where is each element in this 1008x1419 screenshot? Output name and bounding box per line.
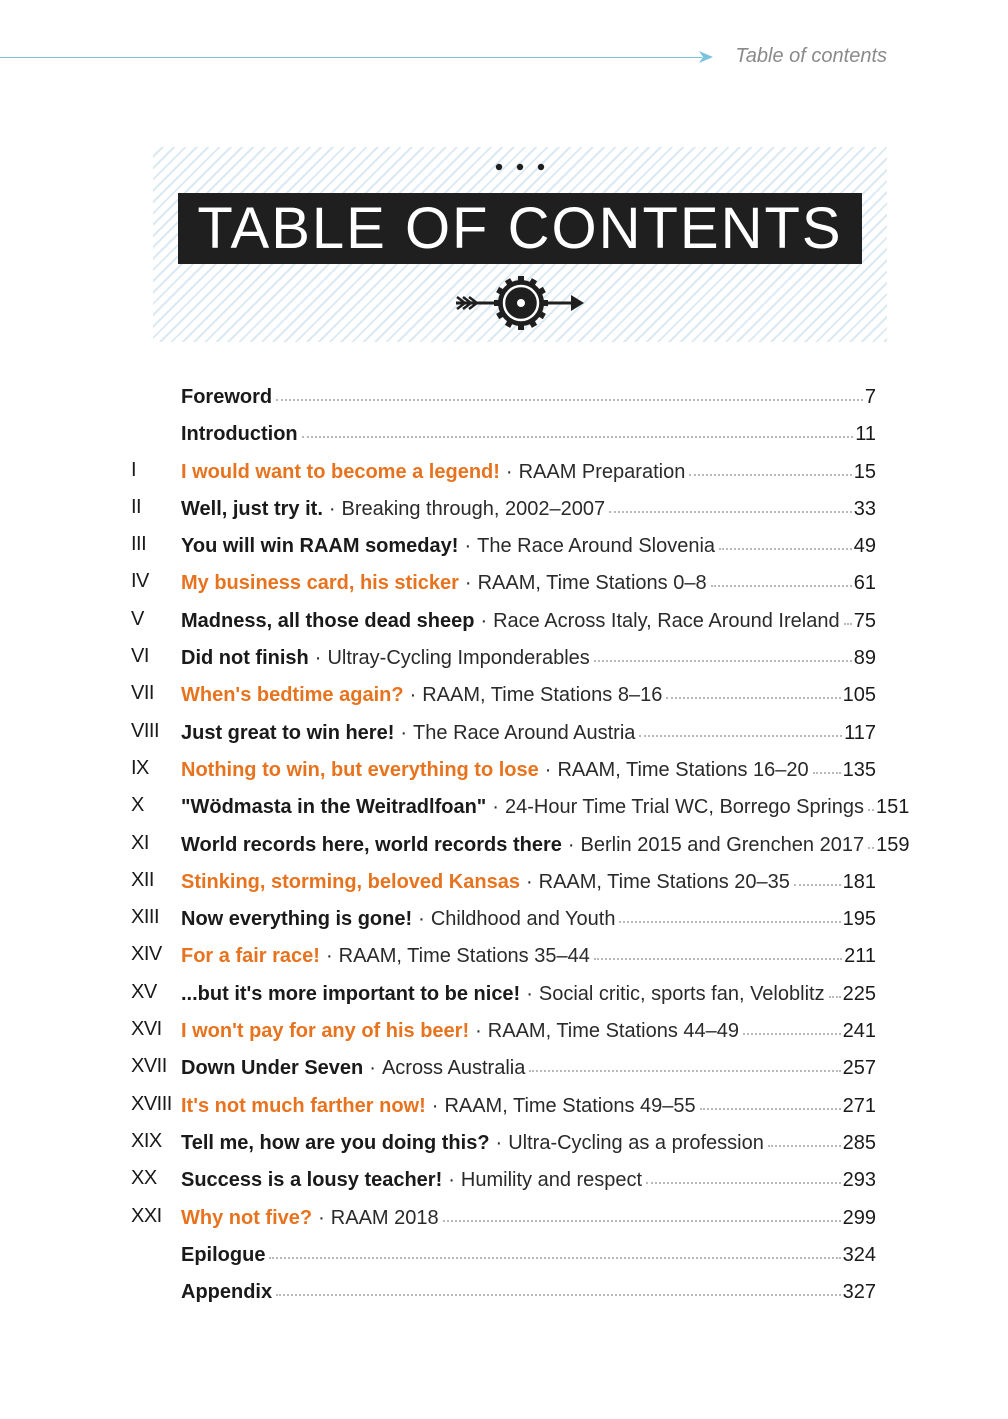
chapter-subtitle: [480, 608, 839, 634]
title-banner: [153, 147, 887, 342]
chapter-number: II: [131, 495, 142, 518]
dot-leader: [639, 735, 842, 737]
chapter-subtitle: [448, 1167, 642, 1193]
toc-entry[interactable]: [131, 826, 910, 863]
running-head: [0, 40, 1008, 74]
toc-entry[interactable]: [131, 714, 876, 751]
chapter-number: XX: [131, 1167, 157, 1190]
separator-dot: ·: [464, 572, 472, 595]
chapter-subtitle-text: Ultray-Cycling Imponderables: [327, 647, 590, 670]
chapter-subtitle: [400, 720, 635, 746]
dot-leader: [666, 697, 840, 699]
toc-entry[interactable]: [131, 1012, 876, 1049]
page-number[interactable]: 241: [842, 1020, 876, 1043]
toc-line: [181, 1093, 876, 1119]
chapter-number: XVIII: [131, 1092, 172, 1115]
separator-dot: ·: [464, 535, 472, 558]
dot-leader: [302, 436, 854, 438]
dot-leader: [829, 996, 841, 998]
separator-dot: ·: [409, 684, 417, 707]
toc-line: [181, 943, 876, 969]
separator-dot: ·: [475, 1020, 482, 1043]
chapter-title[interactable]: Why not five?: [181, 1206, 313, 1229]
toc-line: [181, 645, 876, 671]
chapter-number: III: [131, 533, 147, 556]
chapter-subtitle-text: Social critic, sports fan, Veloblitz: [538, 982, 825, 1005]
chapter-number: XIV: [131, 943, 162, 966]
chapter-subtitle: [432, 1093, 696, 1119]
chapter-subtitle-text: RAAM, Time Stations 0–8: [477, 572, 707, 595]
separator-dot: ·: [526, 982, 533, 1005]
dot-leader: [868, 847, 874, 849]
toc-entry[interactable]: [131, 453, 876, 490]
chapter-number: VIII: [131, 719, 160, 742]
dot-leader: [768, 1145, 841, 1147]
toc-entry[interactable]: [131, 1049, 876, 1086]
page-number[interactable]: 15: [853, 460, 876, 483]
separator-dot: ·: [314, 647, 322, 670]
header-rule: [0, 57, 702, 58]
dot-leader: [443, 1220, 841, 1222]
toc-line: [181, 1018, 876, 1044]
page-number[interactable]: 105: [842, 684, 876, 707]
chapter-subtitle-text: Childhood and Youth: [430, 908, 616, 931]
page-number[interactable]: 327: [842, 1281, 876, 1304]
page-number[interactable]: 271: [842, 1094, 876, 1117]
page-number[interactable]: 135: [842, 758, 876, 781]
page-number[interactable]: 11: [855, 423, 876, 446]
toc-line: [181, 832, 910, 858]
toc-list: [131, 378, 910, 1310]
chapter-number: XII: [131, 868, 154, 891]
toc-entry[interactable]: [131, 564, 876, 601]
chapter-number: IX: [131, 756, 149, 779]
toc-line: [181, 869, 876, 895]
chapter-number: VI: [131, 645, 149, 668]
toc-entry[interactable]: [131, 1161, 876, 1198]
page-number[interactable]: 151: [875, 796, 910, 819]
chapter-number: V: [131, 607, 144, 630]
toc-line: [181, 682, 876, 708]
dot-leader: [619, 921, 840, 923]
toc-line: [181, 533, 876, 559]
chapter-number: X: [131, 794, 144, 817]
chapter-title[interactable]: I would want to become a legend!: [181, 460, 500, 483]
chapter-title[interactable]: My business card, his sticker: [181, 572, 459, 595]
toc-line: [181, 384, 876, 410]
chapter-subtitle: [475, 1018, 739, 1044]
page-number[interactable]: 195: [842, 908, 876, 931]
arrow-target-icon: [453, 275, 588, 331]
toc-line: [181, 757, 876, 783]
separator-dot: ·: [480, 609, 488, 632]
page-number[interactable]: 285: [842, 1131, 876, 1154]
toc-entry[interactable]: [131, 676, 876, 713]
toc-entry[interactable]: [131, 1124, 876, 1161]
chapter-title[interactable]: Just great to win here!: [181, 721, 395, 744]
page-number[interactable]: 75: [853, 609, 876, 632]
chapter-subtitle: [418, 906, 615, 932]
chapter-subtitle-text: Race Across Italy, Race Around Ireland: [493, 609, 840, 632]
chapter-subtitle: [492, 794, 864, 820]
chapter-subtitle-text: RAAM, Time Stations 44–49: [487, 1020, 740, 1043]
page-number[interactable]: 225: [842, 982, 876, 1005]
separator-dot: ·: [544, 758, 552, 781]
arrow-right-icon: [698, 50, 714, 64]
chapter-subtitle-text: RAAM, Time Stations 35–44: [338, 945, 590, 968]
dot-leader: [868, 809, 874, 811]
toc-line: [181, 1055, 876, 1081]
separator-dot: ·: [400, 721, 408, 744]
dot-leader: [594, 958, 842, 960]
chapter-title[interactable]: Appendix: [181, 1281, 273, 1304]
chapter-subtitle-text: Breaking through, 2002–2007: [341, 497, 606, 520]
toc-line: [181, 981, 876, 1007]
chapter-subtitle-text: Berlin 2015 and Grenchen 2017: [580, 833, 865, 856]
chapter-title[interactable]: Success is a lousy teacher!: [181, 1169, 443, 1192]
separator-dot: ·: [325, 945, 333, 968]
toc-line: [181, 1279, 876, 1305]
chapter-subtitle-text: 24-Hour Time Trial WC, Borrego Springs: [504, 796, 864, 819]
dot-leader: [276, 1294, 841, 1296]
toc-entry[interactable]: [131, 788, 910, 825]
dot-leader: [719, 548, 852, 550]
toc-entry[interactable]: [131, 378, 876, 415]
chapter-subtitle: [465, 570, 707, 596]
chapter-subtitle-text: RAAM, Time Stations 49–55: [444, 1094, 696, 1117]
chapter-title[interactable]: Tell me, how are you doing this?: [181, 1131, 490, 1154]
chapter-number: VII: [131, 682, 154, 705]
chapter-number: XI: [131, 831, 149, 854]
toc-entry[interactable]: [131, 1087, 876, 1124]
toc-entry[interactable]: [131, 863, 876, 900]
chapter-title[interactable]: You will win RAAM someday!: [181, 535, 459, 558]
chapter-subtitle: [410, 682, 663, 708]
page-number[interactable]: 211: [844, 945, 876, 968]
chapter-subtitle: [526, 981, 824, 1007]
toc-entry[interactable]: [131, 415, 876, 452]
chapter-title[interactable]: When's bedtime again?: [181, 684, 404, 707]
chapter-subtitle: [568, 832, 864, 858]
page-number[interactable]: 89: [853, 647, 876, 670]
chapter-number: IV: [131, 570, 149, 593]
toc-entry[interactable]: [131, 1199, 876, 1236]
chapter-subtitle-text: RAAM 2018: [330, 1206, 439, 1229]
running-head-label: Table of contents: [735, 45, 887, 67]
chapter-title[interactable]: "Wödmasta in the Weitradlfoan": [181, 796, 487, 819]
toc-line: [181, 608, 876, 634]
dot-leader: [794, 884, 841, 886]
chapter-subtitle: [464, 533, 715, 559]
chapter-subtitle-text: RAAM Preparation: [518, 460, 686, 483]
separator-dot: ·: [318, 1206, 325, 1229]
chapter-subtitle-text: The Race Around Austria: [413, 721, 636, 744]
toc-entry[interactable]: [131, 1236, 876, 1273]
chapter-title[interactable]: Did not finish: [181, 647, 309, 670]
dot-leader: [609, 511, 852, 513]
chapter-title[interactable]: Down Under Seven: [181, 1057, 364, 1080]
toc-line: [181, 1242, 876, 1268]
toc-entry[interactable]: [131, 900, 876, 937]
toc-line: [181, 421, 876, 447]
chapter-subtitle: [506, 459, 685, 485]
page-number[interactable]: 33: [853, 497, 876, 520]
chapter-title[interactable]: Well, just try it.: [181, 497, 323, 520]
chapter-subtitle-text: Humility and respect: [460, 1169, 643, 1192]
page-number[interactable]: 293: [842, 1169, 876, 1192]
separator-dot: ·: [431, 1094, 439, 1117]
toc-entry[interactable]: [131, 527, 876, 564]
chapter-subtitle: [545, 757, 809, 783]
dot-leader: [700, 1108, 841, 1110]
dot-leader: [269, 1257, 840, 1259]
chapter-subtitle-text: RAAM, Time Stations 8–16: [422, 684, 663, 707]
separator-dot: ·: [492, 796, 499, 819]
toc-line: [181, 720, 876, 746]
dot-leader: [689, 474, 851, 476]
chapter-number: XVII: [131, 1055, 167, 1078]
chapter-title[interactable]: Introduction: [181, 423, 298, 446]
chapter-subtitle: [496, 1130, 764, 1156]
chapter-subtitle: [526, 869, 790, 895]
toc-line: [181, 1205, 876, 1231]
chapter-subtitle: [318, 1205, 439, 1231]
toc-entry[interactable]: [131, 639, 876, 676]
chapter-subtitle-text: Ultra-Cycling as a profession: [508, 1131, 764, 1154]
toc-line: [181, 1130, 876, 1156]
toc-entry[interactable]: [131, 975, 876, 1012]
dot-leader: [529, 1070, 840, 1072]
toc-line: [181, 496, 876, 522]
chapter-number: XV: [131, 980, 157, 1003]
dot-leader: [743, 1033, 841, 1035]
toc-line: [181, 459, 876, 485]
toc-entry[interactable]: [131, 751, 876, 788]
chapter-subtitle-text: Across Australia: [381, 1057, 526, 1080]
separator-dot: ·: [495, 1131, 503, 1154]
page-number[interactable]: 61: [853, 572, 876, 595]
separator-dot: ·: [369, 1057, 376, 1080]
dot-leader: [276, 399, 863, 401]
page-number[interactable]: 299: [842, 1206, 876, 1229]
separator-dot: ·: [505, 460, 513, 483]
chapter-title[interactable]: Madness, all those dead sheep: [181, 609, 475, 632]
chapter-number: XXI: [131, 1204, 162, 1227]
chapter-number: XIX: [131, 1129, 162, 1152]
chapter-subtitle: [326, 943, 590, 969]
chapter-number: XIII: [131, 906, 160, 929]
chapter-title[interactable]: For a fair race!: [181, 945, 320, 968]
toc-entry[interactable]: [131, 602, 876, 639]
chapter-title[interactable]: It's not much farther now!: [181, 1094, 426, 1117]
page-title: TABLE OF CONTENTS: [178, 193, 862, 264]
chapter-title[interactable]: World records here, world records there: [181, 833, 562, 856]
separator-dot: ·: [418, 908, 425, 931]
toc-entry[interactable]: [131, 937, 876, 974]
toc-entry[interactable]: [131, 1273, 876, 1310]
chapter-title[interactable]: Nothing to win, but everything to lose: [181, 758, 539, 781]
chapter-title[interactable]: Foreword: [181, 386, 273, 408]
chapter-subtitle: [329, 496, 605, 522]
chapter-number: XVI: [131, 1018, 162, 1041]
dot-leader: [813, 772, 841, 774]
page-number[interactable]: 49: [853, 535, 876, 558]
toc-line: [181, 570, 876, 596]
page-number[interactable]: 324: [842, 1243, 876, 1266]
chapter-subtitle: [315, 645, 590, 671]
toc-line: [181, 1167, 876, 1193]
dot-leader: [594, 660, 852, 662]
chapter-title[interactable]: Stinking, storming, beloved Kansas: [181, 870, 520, 893]
dot-leader: [711, 585, 852, 587]
dot-leader: [646, 1182, 841, 1184]
toc-line: [181, 794, 910, 820]
toc-line: [181, 906, 876, 932]
separator-dot: ·: [448, 1169, 455, 1192]
chapter-subtitle-text: RAAM, Time Stations 16–20: [557, 758, 809, 781]
chapter-title[interactable]: I won't pay for any of his beer!: [181, 1020, 470, 1043]
chapter-subtitle-text: The Race Around Slovenia: [477, 535, 716, 558]
page-number[interactable]: 257: [842, 1057, 876, 1080]
chapter-title[interactable]: ...but it's more important to be nice!: [181, 982, 521, 1005]
separator-dot: ·: [525, 870, 533, 893]
page-number[interactable]: 159: [876, 833, 910, 856]
chapter-title[interactable]: Now everything is gone!: [181, 908, 413, 931]
page-number[interactable]: 117: [844, 721, 876, 744]
page-number[interactable]: 181: [842, 870, 876, 893]
dot-leader: [844, 623, 852, 625]
chapter-title[interactable]: Epilogue: [181, 1243, 266, 1266]
toc-entry[interactable]: [131, 490, 876, 527]
page-number[interactable]: 7: [864, 386, 876, 408]
ellipsis-dots-icon: [495, 162, 545, 172]
separator-dot: ·: [567, 833, 575, 856]
chapter-subtitle: [369, 1055, 525, 1081]
chapter-subtitle-text: RAAM, Time Stations 20–35: [538, 870, 790, 893]
separator-dot: ·: [328, 497, 336, 520]
chapter-number: I: [131, 458, 137, 481]
